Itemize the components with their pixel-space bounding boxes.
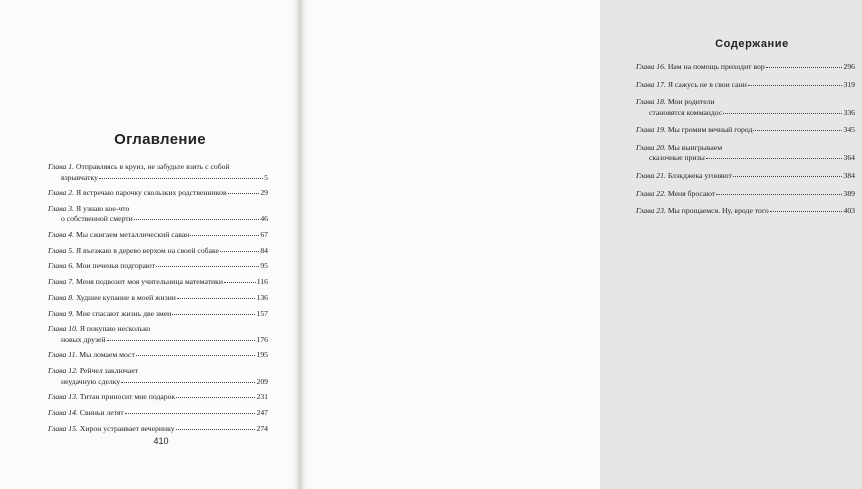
- toc-entry-line: [48, 408, 268, 419]
- toc-entry-line: [48, 261, 268, 272]
- toc-entry-line: [48, 188, 268, 199]
- toc-entry: [48, 277, 268, 288]
- chapter-number: Глава 9.: [48, 308, 75, 318]
- toc-page-number: 364: [843, 153, 855, 163]
- chapter-title: Меня подвозит моя учительница математики: [76, 277, 223, 287]
- toc-entry: [48, 246, 268, 257]
- toc-entry: [636, 143, 855, 164]
- page-title-contents: Содержание: [715, 38, 789, 50]
- chapter-title: Меня бросают: [667, 188, 716, 198]
- chapter-number: Глава 15.: [48, 423, 78, 433]
- dot-leader: [770, 205, 843, 212]
- toc-entry: [48, 188, 268, 199]
- chapter-number: Глава 19.: [636, 125, 666, 135]
- dot-leader: [107, 334, 256, 341]
- toc-page-number: 209: [256, 376, 268, 386]
- toc-entry-line: [636, 189, 855, 200]
- toc-entry: [48, 204, 268, 225]
- toc-entry: [48, 162, 268, 183]
- toc-entry-line: [48, 173, 268, 184]
- toc-page-number: 403: [843, 206, 855, 216]
- dot-leader: [224, 276, 256, 283]
- toc-entry: [48, 309, 268, 320]
- page-number: 410: [153, 436, 169, 446]
- toc-entry-line: [48, 335, 268, 346]
- toc-entry-line: [48, 246, 268, 257]
- chapter-number: Глава 1.: [48, 162, 75, 171]
- toc-page-number: 5: [264, 172, 268, 182]
- toc-page-number: 274: [256, 423, 268, 433]
- dot-leader: [733, 170, 843, 177]
- toc-entry: [48, 261, 268, 272]
- dot-leader: [753, 124, 842, 131]
- dot-leader: [766, 61, 843, 68]
- chapter-number: Глава 3.: [48, 203, 75, 213]
- dot-leader: [706, 152, 843, 159]
- toc-page-number: 136: [256, 292, 268, 302]
- toc-entry-line: [48, 214, 268, 225]
- toc-entry: [48, 350, 268, 361]
- toc-page-number: 247: [256, 407, 268, 417]
- chapter-title: Я узнаю кое-что: [76, 203, 130, 213]
- toc-entry-line: [48, 230, 268, 241]
- toc-page-number: 46: [260, 214, 268, 224]
- chapter-title: Я въезжаю в дерево верхом на своей собаке: [76, 245, 219, 255]
- chapter-title: Мы выигрываем: [667, 142, 723, 152]
- chapter-title: Худшее купание в моей жизни: [76, 292, 176, 302]
- toc-page-number: 319: [843, 79, 855, 89]
- toc-page-number: 231: [256, 392, 268, 402]
- toc-page-number: 116: [256, 277, 268, 287]
- dot-leader: [156, 260, 259, 267]
- toc-entry: [48, 424, 268, 435]
- dot-leader: [716, 188, 842, 195]
- right-page: [302, 0, 855, 489]
- chapter-title: Мы сжигаем металлический саван: [76, 230, 190, 240]
- chapter-number: Глава 4.: [48, 230, 75, 240]
- chapter-title: Отправляясь в круиз, не забудьте взять с собой: [76, 162, 230, 171]
- toc-page-number: 84: [260, 245, 268, 255]
- toc-entry-line: [48, 350, 268, 361]
- toc-entry-line: [636, 171, 855, 182]
- chapter-title: Мы ломаем мост: [79, 350, 135, 360]
- toc-entry: [636, 97, 855, 118]
- chapter-title: о собственной смерти: [61, 214, 133, 224]
- toc-entry-line: [636, 62, 855, 73]
- chapter-number: Глава 20.: [636, 142, 666, 152]
- toc-page-number: 157: [256, 308, 268, 318]
- toc-page-number: 296: [843, 62, 855, 71]
- toc-entry: [636, 80, 855, 91]
- left-page: [0, 0, 298, 489]
- toc-entry-line: [636, 153, 855, 164]
- chapter-title: Я покупаю несколько: [79, 324, 151, 334]
- chapter-title: Титан приносит мне подарок: [79, 392, 176, 402]
- chapter-title: Хирон устраивает вечеринку: [79, 423, 175, 433]
- chapter-number: Глава 21.: [636, 170, 666, 180]
- toc-page-number: 345: [843, 125, 855, 135]
- chapter-title: Нам на помощь приходит вор: [667, 62, 765, 71]
- chapter-number: Глава 5.: [48, 245, 75, 255]
- chapter-number: Глава 14.: [48, 407, 78, 417]
- chapter-title: Мы громим вечный город: [667, 125, 753, 135]
- table-of-contents-right: [636, 62, 855, 224]
- dot-leader: [220, 245, 259, 252]
- toc-page-number: 384: [843, 170, 855, 180]
- toc-page-number: 67: [260, 230, 268, 240]
- dot-leader: [190, 229, 259, 236]
- toc-page-number: 176: [256, 334, 268, 344]
- dot-leader: [176, 391, 255, 398]
- chapter-number: Глава 6.: [48, 261, 75, 271]
- toc-entry-line: [48, 424, 268, 435]
- chapter-title: новых друзей: [61, 334, 106, 344]
- toc-page-number: 336: [843, 107, 855, 117]
- toc-entry: [48, 366, 268, 387]
- chapter-number: Глава 16.: [636, 62, 666, 71]
- table-of-contents-left: [48, 162, 268, 439]
- dot-leader: [134, 213, 260, 220]
- chapter-number: Глава 17.: [636, 79, 666, 89]
- chapter-title: Я встречаю парочку скользких родственников: [76, 188, 227, 198]
- toc-entry: [636, 62, 855, 73]
- toc-entry: [636, 189, 855, 200]
- dot-leader: [176, 423, 256, 430]
- chapter-title: сказочные призы: [649, 153, 705, 163]
- toc-page-number: 389: [843, 188, 855, 198]
- chapter-number: Глава 12.: [48, 366, 78, 376]
- toc-entry: [48, 324, 268, 345]
- chapter-title: Мои печенья подгорают: [76, 261, 155, 271]
- chapter-number: Глава 13.: [48, 392, 78, 402]
- dot-leader: [121, 376, 255, 383]
- toc-entry-line: [48, 293, 268, 304]
- chapter-title: Блэкджека угоняют: [667, 170, 732, 180]
- chapter-title: Рейчел заключает: [79, 366, 139, 376]
- toc-page-number: 95: [260, 261, 268, 271]
- toc-entry: [48, 392, 268, 403]
- dot-leader: [723, 107, 842, 114]
- chapter-number: Глава 22.: [636, 188, 666, 198]
- chapter-number: Глава 8.: [48, 292, 75, 302]
- chapter-title: взрывчатку: [61, 172, 98, 182]
- toc-entry: [636, 206, 855, 217]
- toc-entry: [636, 125, 855, 136]
- chapter-title: Мои родители: [667, 97, 715, 107]
- toc-page-number: 29: [260, 188, 268, 198]
- page-title: Оглавление: [114, 131, 206, 148]
- toc-entry: [48, 230, 268, 241]
- toc-entry-line: [636, 80, 855, 91]
- chapter-number: Глава 23.: [636, 206, 666, 216]
- toc-entry: [48, 293, 268, 304]
- chapter-title: Свиньи летят: [79, 407, 124, 417]
- chapter-title: неудачную сделку: [61, 376, 121, 386]
- dot-leader: [136, 349, 256, 356]
- chapter-number: Глава 2.: [48, 188, 75, 198]
- chapter-title: становятся коммандос: [649, 107, 723, 117]
- chapter-number: Глава 11.: [48, 350, 78, 360]
- dot-leader: [99, 172, 263, 179]
- dot-leader: [125, 407, 256, 414]
- dot-leader: [177, 292, 256, 299]
- toc-entry: [48, 408, 268, 419]
- toc-entry-line: [48, 309, 268, 320]
- toc-entry-line: [636, 125, 855, 136]
- toc-entry-line: [48, 392, 268, 403]
- toc-page-number: 195: [256, 350, 268, 360]
- toc-entry: [636, 171, 855, 182]
- toc-entry-line: [48, 377, 268, 388]
- dot-leader: [748, 79, 843, 86]
- chapter-number: Глава 7.: [48, 277, 75, 287]
- dot-leader: [228, 187, 260, 194]
- chapter-number: Глава 10.: [48, 324, 78, 334]
- toc-entry-line: [636, 206, 855, 217]
- chapter-title: Мне спасают жизнь две змеи: [76, 308, 172, 318]
- toc-entry-line: [48, 277, 268, 288]
- dot-leader: [172, 308, 255, 315]
- toc-entry-line: [636, 108, 855, 119]
- chapter-title: Я сажусь не в свои сани: [667, 79, 747, 89]
- chapter-title: Мы прощаемся. Ну, вроде того: [667, 206, 769, 216]
- chapter-number: Глава 18.: [636, 97, 666, 107]
